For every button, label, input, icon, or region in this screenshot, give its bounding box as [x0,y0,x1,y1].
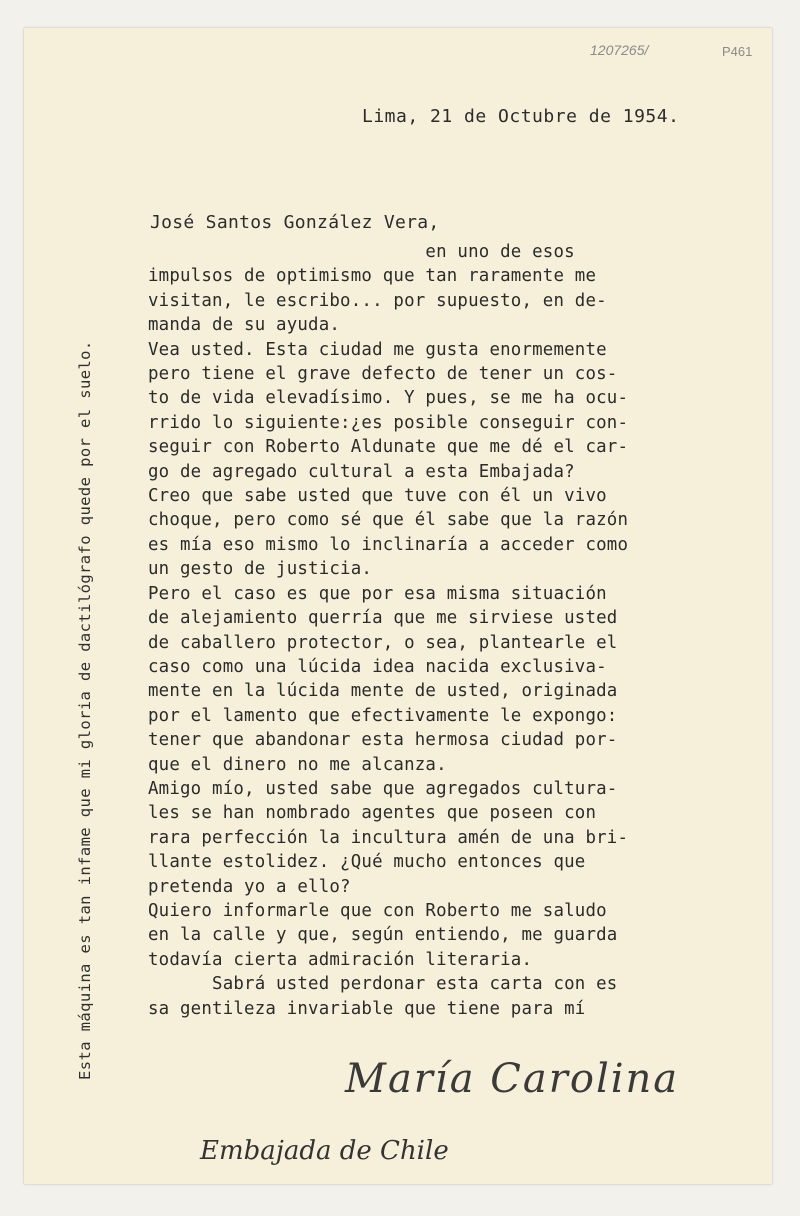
letter-line: visitan, le escribo... por supuesto, en de- [148,290,607,311]
letter-line: caso como una lúcida idea nacida exclusiva- [148,656,607,677]
archive-page-number: P461 [722,44,753,59]
letter-body [148,240,768,1021]
letter-line: Amigo mío, usted sabe que agregados cultura- [148,778,618,799]
letter-line: Vea usted. Esta ciudad me gusta enormemente [148,339,607,360]
letter-line: es mía eso mismo lo inclinaría a acceder como [148,534,629,555]
letter-line: les se han nombrado agentes que poseen con [148,803,597,824]
letter-line: todavía cierta admiración literaria. [148,949,533,970]
letter-line: pero tiene el grave defecto de tener un cos- [148,364,618,385]
letter-date: Lima, 21 de Octubre de 1954. [362,106,680,127]
letter-line: to de vida elevadísimo. Y pues, se me ha ocu- [148,388,629,409]
letter-line: que el dinero no me alcanza. [148,754,447,775]
letter-line: rara perfección la incultura amén de una bri- [148,827,629,848]
letter-line: por el lamento que efectivamente le expongo: [148,705,618,726]
letter-line: un gesto de justicia. [148,559,373,580]
letter-line: en uno de esos [148,242,575,262]
archive-reference-number: 1207265/ [590,42,649,58]
letter-line: Pero el caso es que por esa misma situación [148,583,607,604]
handwritten-embassy-note: Embajada de Chile [200,1136,449,1166]
letter-line: Creo que sabe usted que tuve con él un vivo [148,486,607,507]
letter-line: go de agregado cultural a esta Embajada? [148,461,575,482]
letter-line: de alejamiento querría que me sirviese usted [148,608,618,629]
letter-line: pretenda yo a ello? [148,876,351,897]
letter-line: manda de su ayuda. [148,315,341,336]
letter-line: de caballero protector, o sea, plantearle el [148,632,618,653]
letter-line: llante estolidez. ¿Qué mucho entonces que [148,852,586,873]
letter-line: Sabrá usted perdonar esta carta con es [148,974,618,995]
letter-line: impulsos de optimismo que tan raramente me [148,266,597,287]
letter-line: seguir con Roberto Aldunate que me dé el car- [148,437,629,458]
handwritten-signature: María Carolina [345,1056,680,1102]
letter-line: sa gentileza invariable que tiene para mí [148,998,586,1019]
letter-line: tener que abandonar esta hermosa ciudad por- [148,730,618,751]
letter-line: choque, pero como sé que él sabe que la razón [148,510,629,531]
vertical-margin-note: Esta máquina es tan infame que mi gloria de dactilógrafo quede por el suelo. [76,340,94,1080]
letter-line: mente en la lúcida mente de usted, originada [148,681,618,702]
letter-line: en la calle y que, según entiendo, me guarda [148,925,618,946]
letter-line: rrido lo siguiente:¿es posible conseguir con- [148,412,629,433]
letter-salutation: José Santos González Vera, [150,212,440,233]
letter-line: Quiero informarle que con Roberto me saludo [148,900,607,921]
